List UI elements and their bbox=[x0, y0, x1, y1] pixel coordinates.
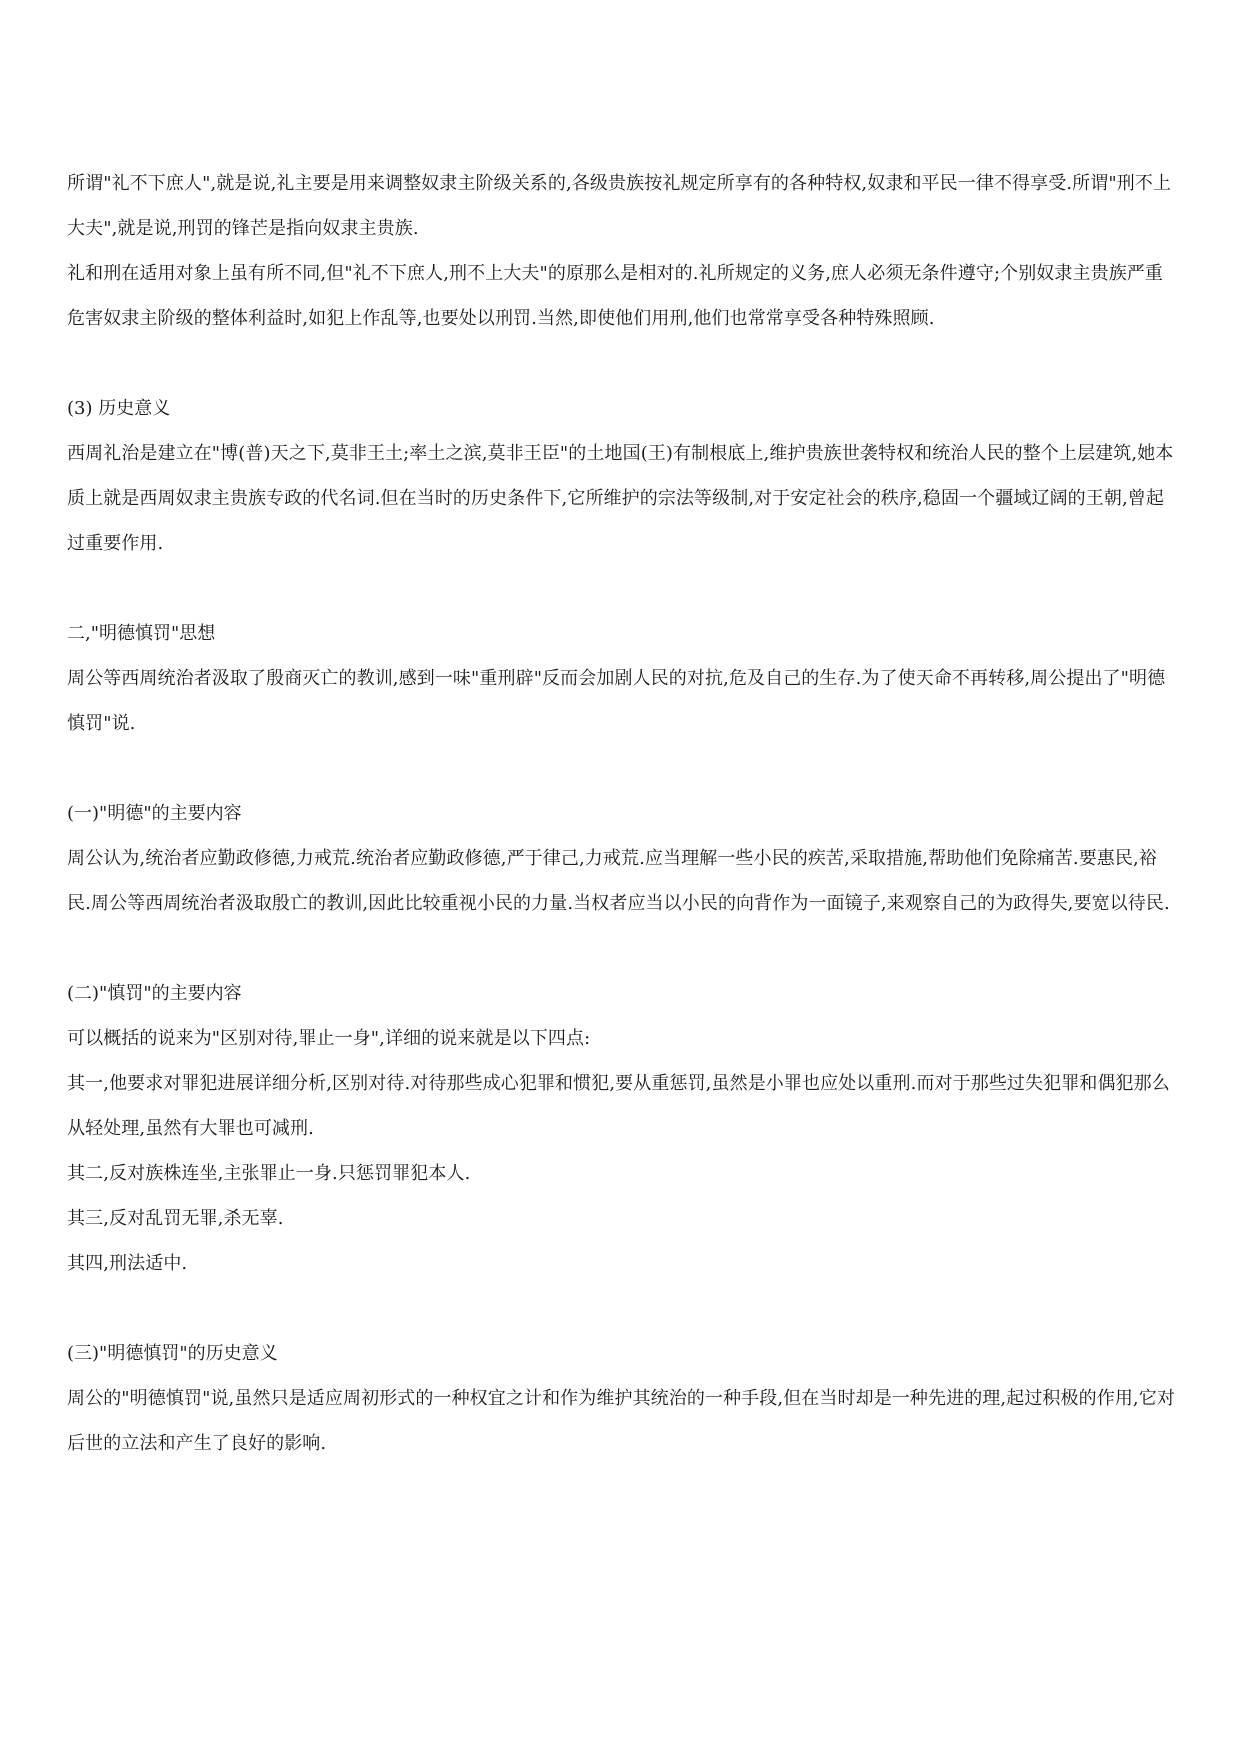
paragraph-point-three: 其三,反对乱罚无罪,杀无辜. bbox=[67, 1208, 284, 1229]
spacer bbox=[67, 746, 1177, 791]
spacer bbox=[67, 926, 1177, 971]
heading-mingde-content: (一)"明德"的主要内容 bbox=[67, 803, 242, 824]
spacer bbox=[67, 1286, 1177, 1331]
paragraph-western-zhou-li: 西周礼治是建立在"博(普)天之下,莫非王土;率土之滨,莫非王臣"的土地国(王)有制根底上,维护贵族世袭特权和统治人民的整个上层建筑,她本质上就是西周奴隶主贵族专政的代名词.但在当时的历史条件下,它所维护的宗法等级制,对于安定社会的秩序,稳固一个疆域辽阔的王朝,曾起过重要作用. bbox=[67, 443, 1174, 554]
paragraph-significance: 周公的"明德慎罚"说,虽然只是适应周初形式的一种权宜之计和作为维护其统治的一种手段,但在当时却是一种先进的理,起过积极的作用,它对后世的立法和产生了良好的影响. bbox=[67, 1388, 1175, 1454]
paragraph-point-one: 其一,他要求对罪犯进展详细分析,区别对待.对待那些成心犯罪和惯犯,要从重惩罚,虽然是小罪也应处以重刑.而对于那些过失犯罪和偶犯那么从轻处理,虽然有大罪也可减刑. bbox=[67, 1073, 1170, 1139]
spacer bbox=[67, 566, 1177, 611]
heading-mingde-shenfa-thought: 二,"明德慎罚"思想 bbox=[67, 623, 216, 644]
paragraph-li-xing-objects: 礼和刑在适用对象上虽有所不同,但"礼不下庶人,刑不上大夫"的原那么是相对的.礼所规定的义务,庶人必须无条件遵守;个别奴隶主贵族严重危害奴隶主阶级的整体利益时,如犯上作乱等,也要处以刑罚.当然,即使他们用刑,他们也常常享受各种特殊照顾. bbox=[67, 263, 1164, 329]
paragraph-mingde-content: 周公认为,统治者应勤政修德,力戒荒.统治者应勤政修德,严于律己,力戒荒.应当理解一些小民的疾苦,采取措施,帮助他们免除痛苦.要惠民,裕民.周公等西周统治者汲取殷亡的教训,因此比较重视小民的力量.当权者应当以小民的向背作为一面镜子,来观察自己的为政得失,要宽以待民. bbox=[67, 848, 1170, 914]
spacer bbox=[67, 341, 1177, 386]
paragraph-point-four: 其四,刑法适中. bbox=[67, 1253, 188, 1274]
heading-shenfa-content: (二)"慎罚"的主要内容 bbox=[67, 983, 242, 1004]
paragraph-point-two: 其二,反对族株连坐,主张罪止一身.只惩罚罪犯本人. bbox=[67, 1163, 471, 1184]
paragraph-shenfa-summary: 可以概括的说来为"区别对待,罪止一身",详细的说来就是以下四点: bbox=[67, 1028, 591, 1049]
paragraph-li-not-commoners: 所谓"礼不下庶人",就是说,礼主要是用来调整奴隶主阶级关系的,各级贵族按礼规定所享有的各种特权,奴隶和平民一律不得享受.所谓"刑不上大夫",就是说,刑罚的锋芒是指向奴隶主贵族. bbox=[67, 173, 1172, 239]
paragraph-duke-zhou-lesson: 周公等西周统治者汲取了殷商灭亡的教训,感到一味"重刑辟"反而会加剧人民的对抗,危及自己的生存.为了使天命不再转移,周公提出了"明德慎罚"说. bbox=[67, 668, 1166, 734]
heading-mingde-shenfa-significance: (三)"明德慎罚"的历史意义 bbox=[67, 1343, 278, 1364]
document-page bbox=[67, 161, 1177, 1466]
heading-historical-significance: (3) 历史意义 bbox=[67, 398, 171, 419]
